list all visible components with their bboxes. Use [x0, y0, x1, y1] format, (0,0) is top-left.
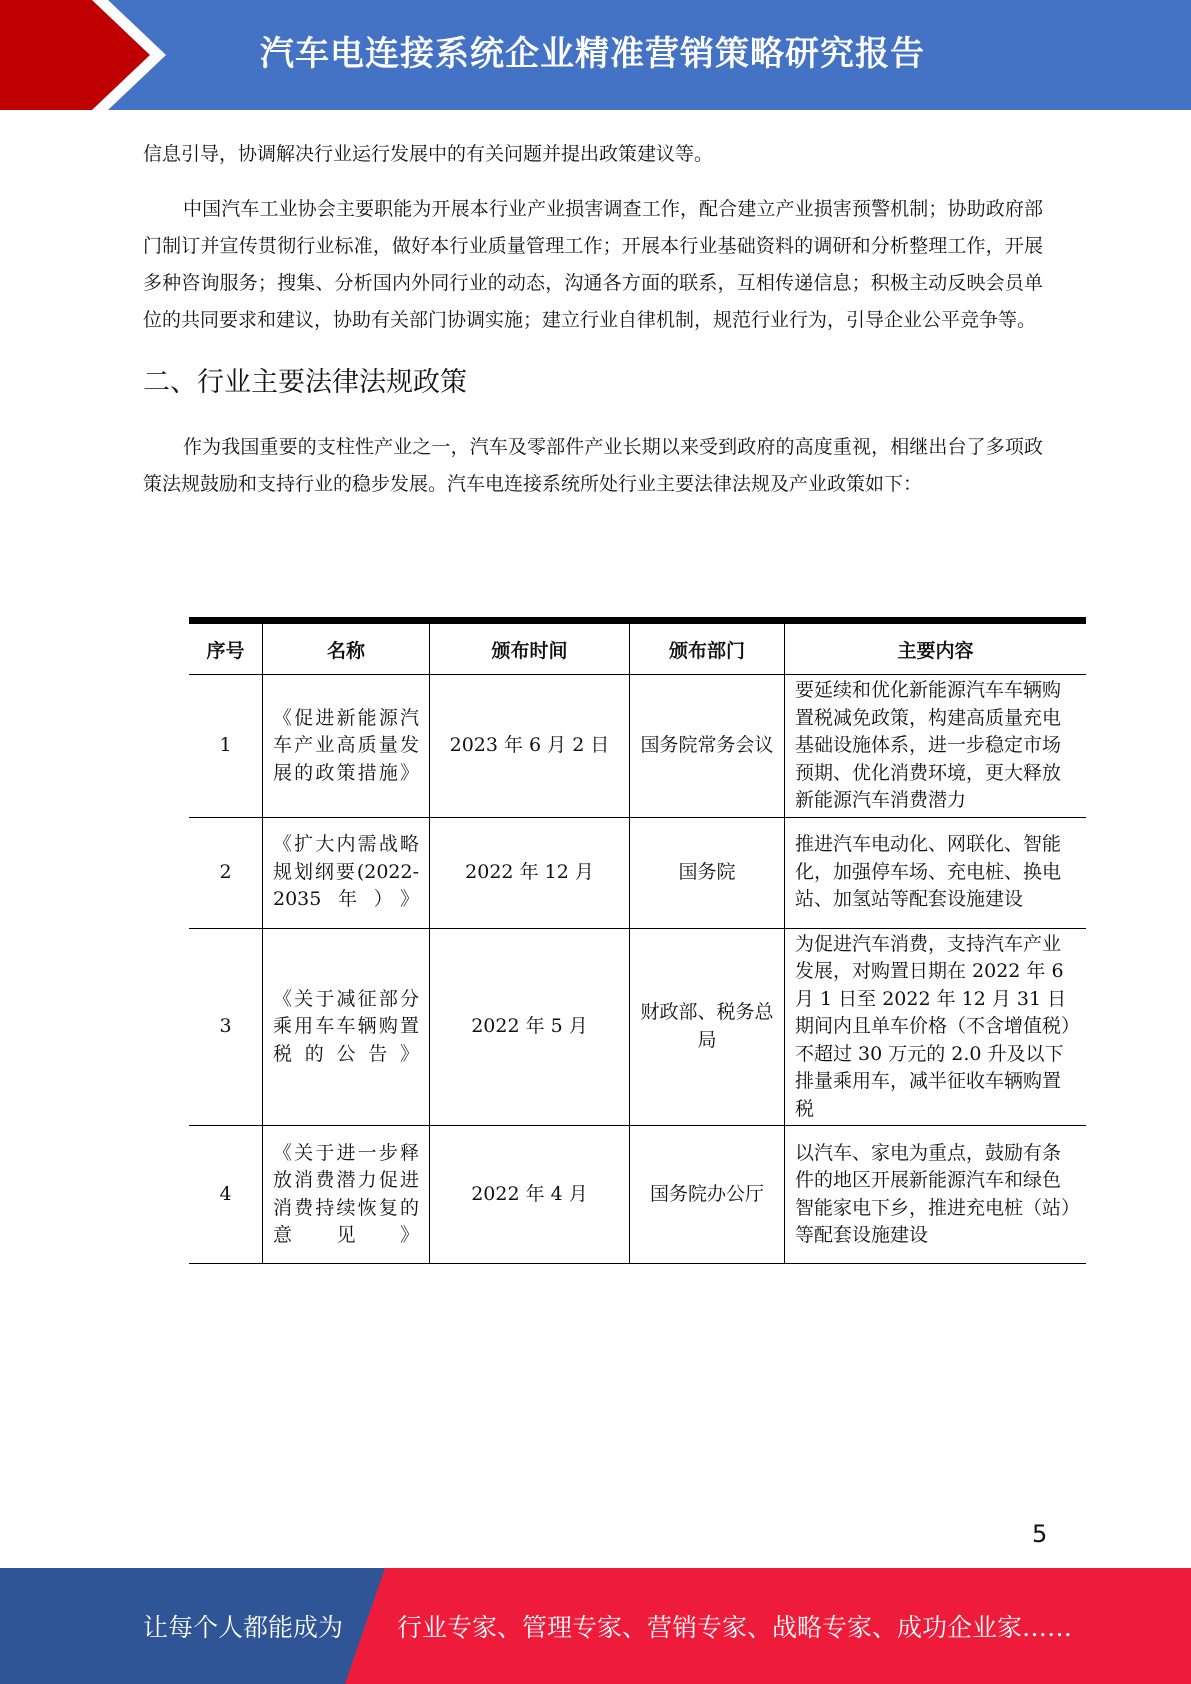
row-name: 《关于减征部分乘用车车辆购置税的公告》	[263, 928, 430, 1126]
row-date: 2023 年 6 月 2 日	[430, 675, 630, 818]
row-date: 2022 年 5 月	[430, 928, 630, 1126]
table-header-row	[189, 624, 1086, 675]
paragraph-3: 作为我国重要的支柱性产业之一，汽车及零部件产业长期以来受到政府的高度重视，相继出台了多项政策法规鼓励和支持行业的稳步发展。汽车电连接系统所处行业主要法律法规及产业政策如下：	[143, 436, 1043, 495]
page-header	[0, 0, 1191, 110]
header-name: 名称	[263, 624, 430, 675]
table-row	[189, 928, 1086, 1126]
section-heading: 二、行业主要法律法规政策	[143, 367, 467, 398]
footer-slogan-right: 行业专家、管理专家、营销专家、战略专家、成功企业家……	[397, 1613, 1073, 1642]
header-date: 颁布时间	[430, 624, 630, 675]
row-date: 2022 年 12 月	[430, 817, 630, 928]
row-no: 4	[189, 1126, 263, 1264]
header-main: 主要内容	[785, 624, 1087, 675]
policy-table	[189, 617, 1086, 1264]
row-dept: 财政部、税务总局	[630, 928, 785, 1126]
paragraph-2: 中国汽车工业协会主要职能为开展本行业产业损害调查工作，配合建立产业损害预警机制；协助政府部门制订并宣传贯彻行业标准，做好本行业质量管理工作；开展本行业基础资料的调研和分析整理工作，开展多种咨询服务；搜集、分析国内外同行业的动态，沟通各方面的联系，互相传递信息；积极主动反映会员单位的共同要求和建议，协助有关部门协调实施；建立行业自律机制，规范行业行为，引导企业公平竞争等。	[143, 198, 1043, 331]
row-main: 推进汽车电动化、网联化、智能化，加强停车场、充电桩、换电站、加氢站等配套设施建设	[785, 817, 1087, 928]
table-row	[189, 675, 1086, 818]
row-date: 2022 年 4 月	[430, 1126, 630, 1264]
row-no: 2	[189, 817, 263, 928]
page-footer	[0, 1568, 1191, 1684]
report-title: 汽车电连接系统企业精准营销策略研究报告	[260, 34, 925, 74]
page-number: 5	[1032, 1520, 1048, 1548]
row-no: 1	[189, 675, 263, 818]
row-name: 《扩大内需战略规划纲要(2022-2035年）》	[263, 817, 430, 928]
footer-slogan-left: 让每个人都能成为	[143, 1613, 344, 1642]
main-content	[143, 136, 1043, 521]
row-dept: 国务院常务会议	[630, 675, 785, 818]
table-row	[189, 1126, 1086, 1264]
row-no: 3	[189, 928, 263, 1126]
header-dept: 颁布部门	[630, 624, 785, 675]
row-main: 以汽车、家电为重点，鼓励有条件的地区开展新能源汽车和绿色智能家电下乡，推进充电桩（站）等配套设施建设	[785, 1126, 1087, 1264]
paragraph-1: 信息引导，协调解决行业运行发展中的有关问题并提出政策建议等。	[143, 143, 714, 165]
row-main: 为促进汽车消费，支持汽车产业发展，对购置日期在 2022 年 6 月 1 日至 2022 年 12 月 31 日期间内且单车价格（不含增值税）不超过 30 万元的 2.0 升及以下排量乘用车，减半征收车辆购置税	[785, 928, 1087, 1126]
row-name: 《关于进一步释放消费潜力促进消费持续恢复的意见》	[263, 1126, 430, 1264]
row-name: 《促进新能源汽车产业高质量发展的政策措施》	[263, 675, 430, 818]
table-top-rule	[189, 617, 1086, 624]
row-main: 要延续和优化新能源汽车车辆购置税减免政策，构建高质量充电基础设施体系，进一步稳定市场预期、优化消费环境，更大释放新能源汽车消费潜力	[785, 675, 1087, 818]
row-dept: 国务院办公厅	[630, 1126, 785, 1264]
header-no: 序号	[189, 624, 263, 675]
table-row	[189, 817, 1086, 928]
row-dept: 国务院	[630, 817, 785, 928]
